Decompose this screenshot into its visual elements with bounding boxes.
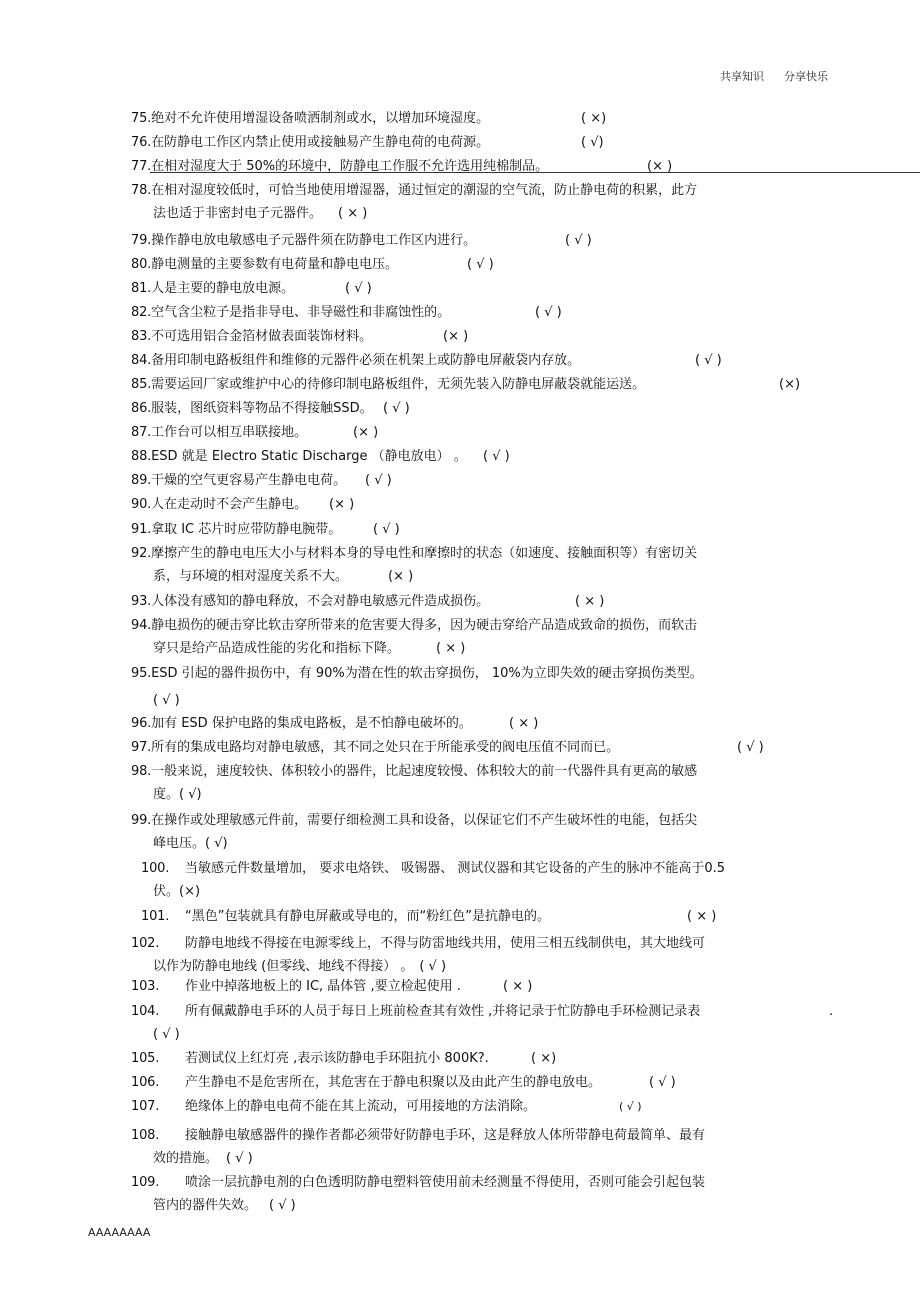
question-item: 75.绝对不允许使用增湿设备喷洒制剂或水，以增加环境湿度。 ( ×) xyxy=(131,111,607,126)
question-item: 85.需要运回厂家或维护中心的待修印制电路板组件，无须先装入防静电屏蔽袋就能运送。 (×) xyxy=(131,377,801,392)
question-item: 102. 防静电地线不得接在电源零线上，不得与防雷地线共用，使用三相五线制供电，其大地线可 以作为防静电地线 (但零线、地线不得接） 。 ( √ ) xyxy=(131,936,706,974)
question-item: 80.静电测量的主要参数有电荷量和静电电压。 ( √ ) xyxy=(131,257,494,272)
question-item: 90.人在走动时不会产生静电。 (× ) xyxy=(131,497,355,512)
question-item: 96.加有 ESD 保护电路的集成电路板，是不怕静电破坏的。 ( × ) xyxy=(131,716,539,731)
question-item: 95.ESD 引起的器件损伤中，有 90%为潜在性的软击穿损伤， 10%为立即失效的硬击穿损伤类型。 ( √ ) xyxy=(131,666,703,708)
question-item: 105. 若测试仪上红灯亮 ,表示该防静电手环阻抗小 800K?. ( ×) xyxy=(131,1051,557,1066)
question-item: 83.不可选用铝合金箔材做表面装饰材料。 (× ) xyxy=(131,329,469,344)
page-footer: AAAAAAAA xyxy=(88,1226,151,1239)
question-item: 100. 当敏感元件数量增加， 要求电烙铁、 吸锡器、 测试仪器和其它设备的产生的脉冲不能高于0.5 伏。(×) xyxy=(141,861,726,899)
question-item: 94.静电损伤的硬击穿比软击穿所带来的危害要大得多，因为硬击穿给产品造成致命的损伤，而软击 穿只是给产品造成性能的劣化和指标下降。 ( × ) xyxy=(131,618,698,656)
question-item: 87.工作台可以相互串联接地。 (× ) xyxy=(131,425,379,440)
question-item: 91.拿取 IC 芯片时应带防静电腕带。 ( √ ) xyxy=(131,522,400,537)
question-item: 98.一般来说，速度较快、体积较小的器件，比起速度较慢、体积较大的前一代器件具有更高的敏感 度。( √) xyxy=(131,764,698,802)
question-item: 109. 喷涂一层抗静电剂的白色透明防静电塑料管使用前未经测量不得使用，否则可能会引起包装 管内的器件失效。 ( √ ) xyxy=(131,1175,706,1213)
header-left-text: 共享知识 xyxy=(720,70,764,83)
question-item: 106. 产生静电不是危害所在，其危害在于静电积聚以及由此产生的静电放电。 ( √ ) xyxy=(131,1075,676,1090)
question-item: 79.操作静电放电敏感电子元器件须在防静电工作区内进行。 ( √ ) xyxy=(131,233,592,248)
question-item: 107. 绝缘体上的静电电荷不能在其上流动，可用接地的方法消除。 ( √ ) xyxy=(131,1099,642,1114)
question-item: 104. 所有佩戴静电手环的人员于每日上班前检查其有效性 ,并将记录于忙防静电手环检测记录表 . ( √ ) xyxy=(131,1004,834,1042)
header-right-text: 分享快乐 xyxy=(784,70,828,83)
question-item: 77.在相对湿度大于 50%的环境中，防静电工作服不允许选用纯棉制品。 (× ) xyxy=(131,159,673,174)
question-item: 88.ESD 就是 Electro Static Discharge （静电放电） 。 ( √ ) xyxy=(131,449,510,464)
page-header xyxy=(720,68,828,84)
question-item: 78.在相对湿度较低时，可恰当地使用增湿器，通过恒定的潮湿的空气流，防止静电荷的积累，此方 法也适于非密封电子元器件。 ( × ) xyxy=(131,183,698,221)
question-item: 93.人体没有感知的静电释放，不会对静电敏感元件造成损伤。 ( × ) xyxy=(131,594,605,609)
question-item: 108. 接触静电敏感器件的操作者都必须带好防静电手环，这是释放人体所带静电荷最简单、最有 效的措施。 ( √ ) xyxy=(131,1128,706,1166)
question-item: 92.摩擦产生的静电电压大小与材料本身的导电性和摩擦时的状态（如速度、接触面积等）有密切关 系，与环境的相对湿度关系不大。 (× ) xyxy=(131,546,698,584)
question-item: 84.备用印制电路板组件和维修的元器件必须在机架上或防静电屏蔽袋内存放。 ( √ ) xyxy=(131,353,722,368)
question-item: 89.干燥的空气更容易产生静电电荷。 ( √ ) xyxy=(131,473,392,488)
question-item: 103. 作业中掉落地板上的 IC, 晶体管 ,要立检起使用 . ( × ) xyxy=(131,979,533,994)
question-item: 76.在防静电工作区内禁止使用或接触易产生静电荷的电荷源。 ( √) xyxy=(131,135,604,150)
question-item: 82.空气含尘粒子是指非导电、非导磁性和非腐蚀性的。 ( √ ) xyxy=(131,305,562,320)
question-item: 97.所有的集成电路均对静电敏感，其不同之处只在于所能承受的阀电压值不同而已。 ( √ ) xyxy=(131,740,764,755)
question-item: 86.服装，图纸资料等物品不得接触SSD。 ( √ ) xyxy=(131,401,410,416)
question-item: 99.在操作或处理敏感元件前，需要仔细检测工具和设备，以保证它们不产生破坏性的电能，包括尖 峰电压。( √) xyxy=(131,813,698,851)
question-item: 101. “黑色”包装就具有静电屏蔽或导电的，而“粉红色”是抗静电的。 ( × ) xyxy=(141,909,717,924)
question-item: 81.人是主要的静电放电源。 ( √ ) xyxy=(131,281,372,296)
